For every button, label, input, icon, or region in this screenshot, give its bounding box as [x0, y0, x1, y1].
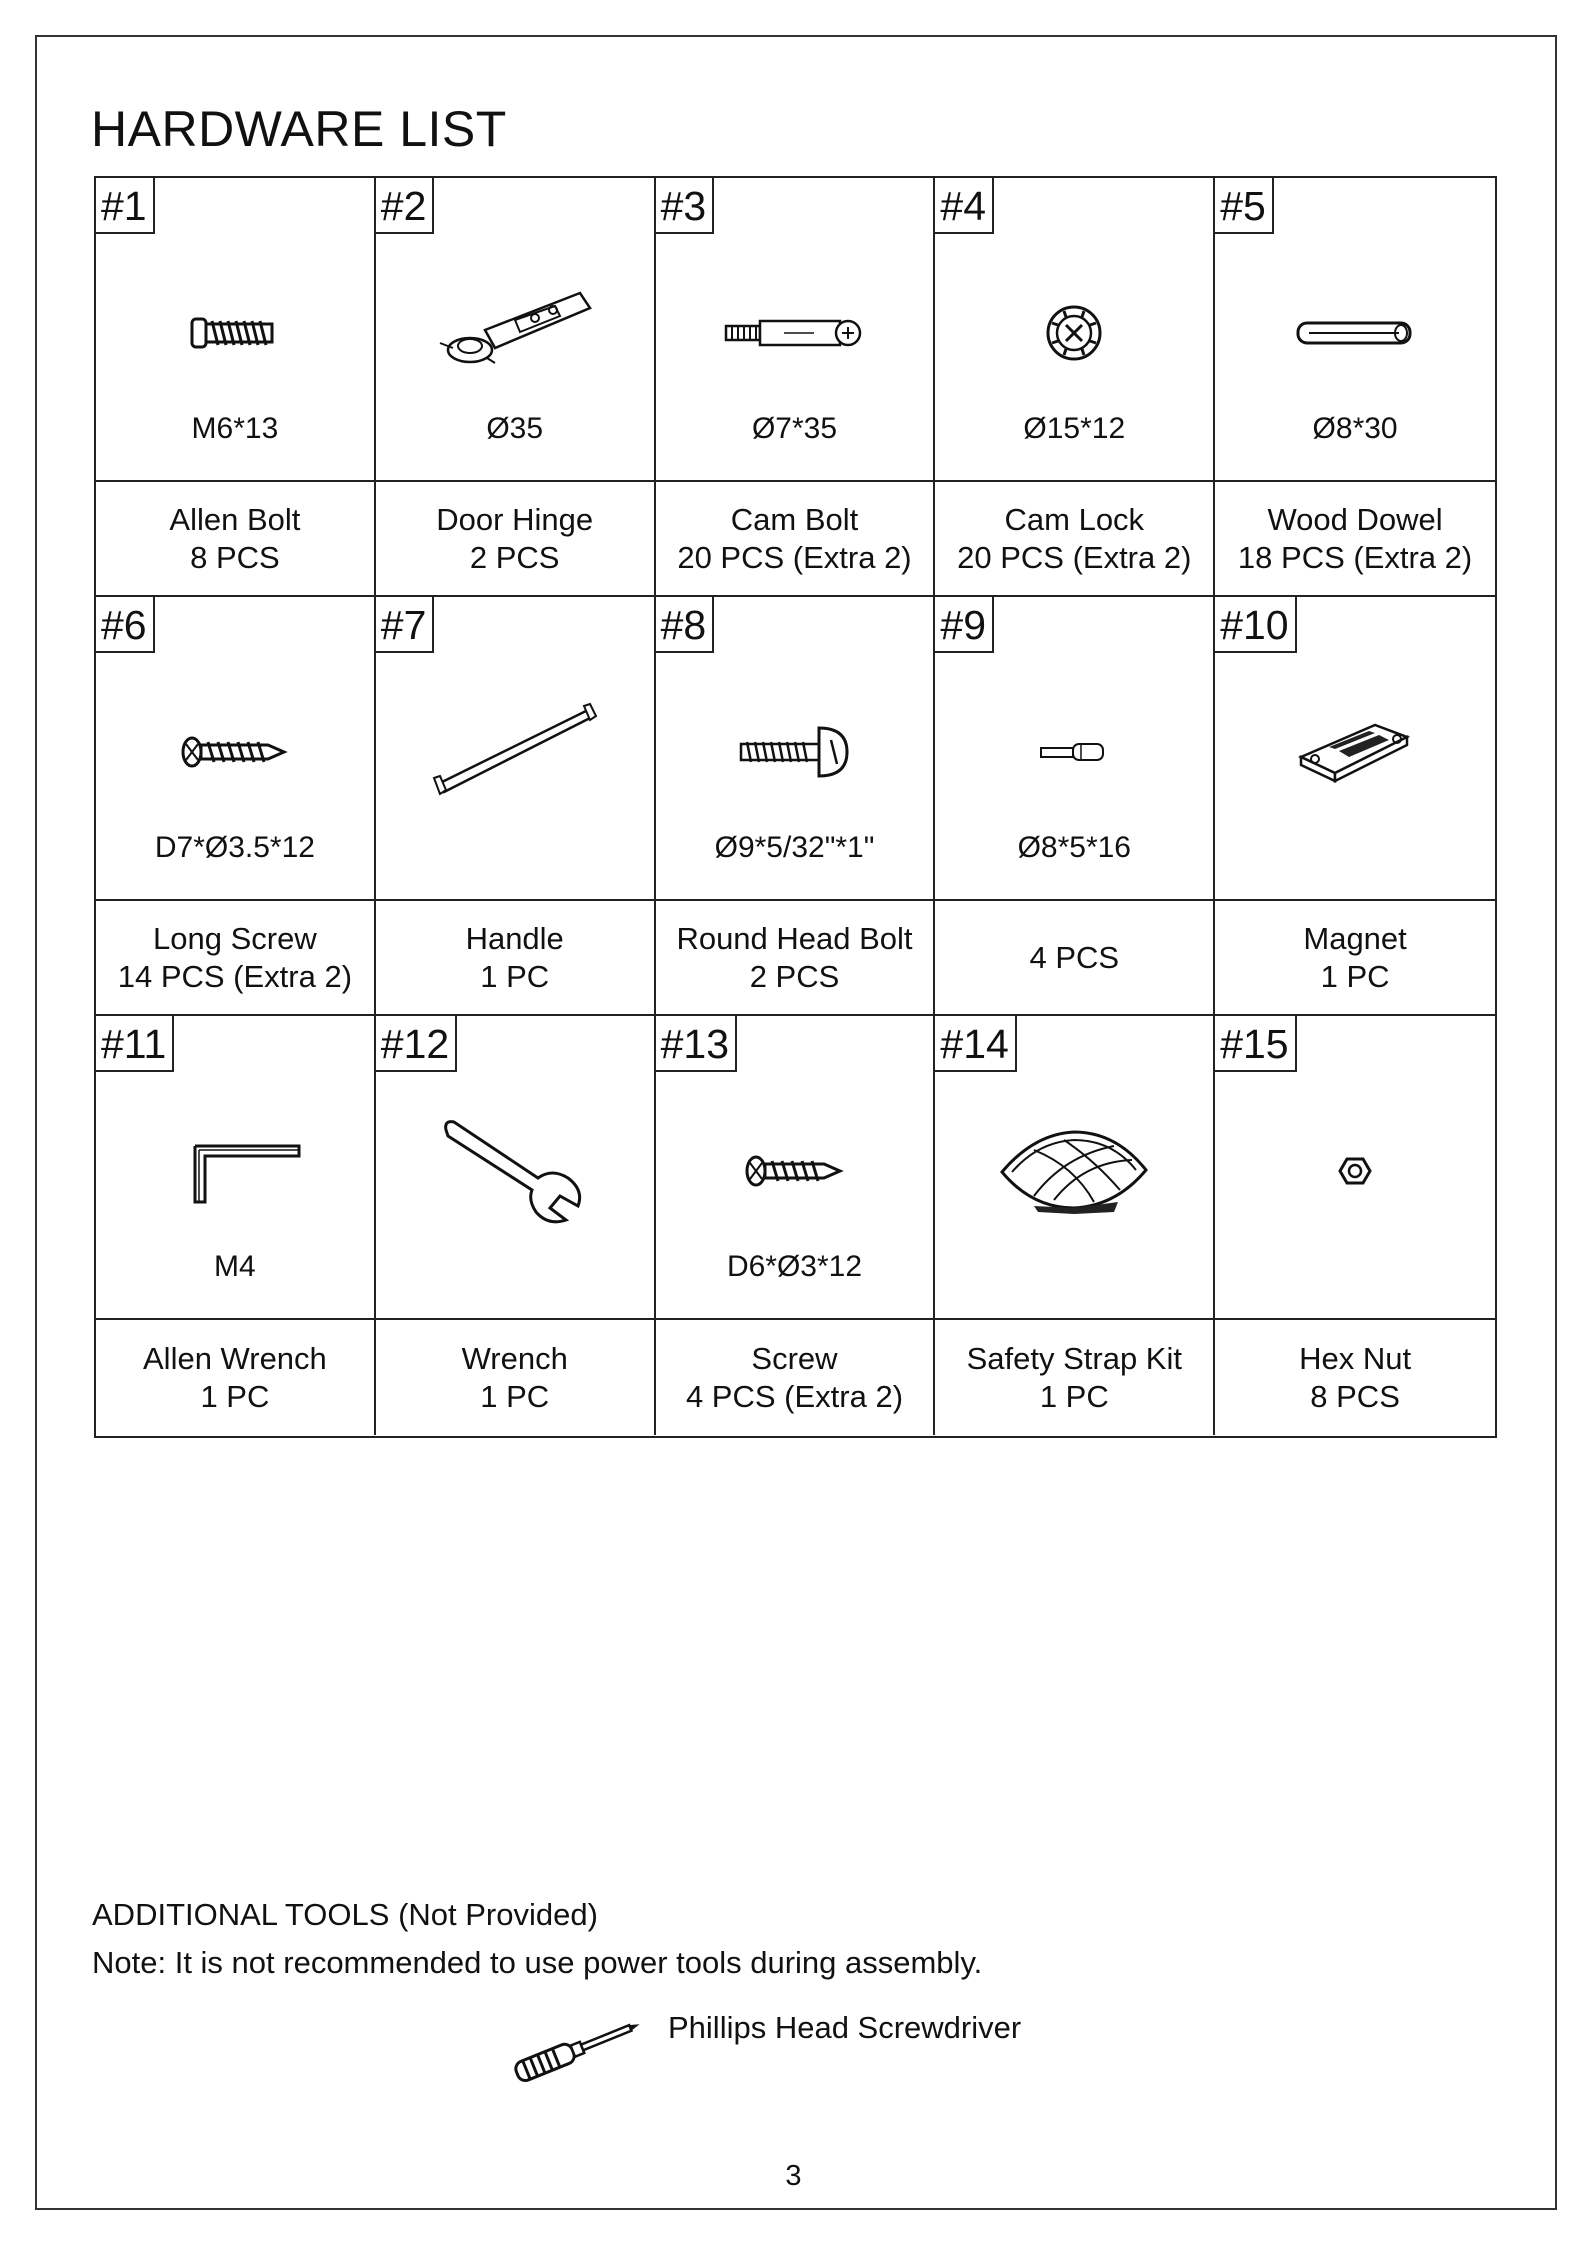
- part-name: Allen Bolt: [169, 501, 301, 537]
- part-number: #5: [1215, 178, 1274, 234]
- part-desc-2: [376, 482, 656, 597]
- part-spec: D6*Ø3*12: [726, 1250, 863, 1283]
- part-qty: 14 PCS (Extra 2): [117, 958, 353, 994]
- part-qty: 1 PC: [1320, 958, 1390, 994]
- part-cell-6: [96, 597, 376, 901]
- part-name: Allen Wrench: [143, 1340, 327, 1376]
- part-name: Magnet: [1303, 920, 1407, 956]
- part-cell-3: [656, 178, 936, 482]
- part-qty: 8 PCS: [1310, 1378, 1400, 1414]
- hardware-table: [94, 176, 1497, 1438]
- part-qty: 1 PC: [1039, 1378, 1109, 1414]
- part-number: #12: [376, 1016, 457, 1072]
- part-number: #4: [935, 178, 994, 234]
- part-name: Door Hinge: [436, 501, 594, 537]
- part-name: Safety Strap Kit: [966, 1340, 1182, 1376]
- part-number: #1: [96, 178, 155, 234]
- part-qty: 1 PC: [200, 1378, 270, 1414]
- part-cell-14: [935, 1016, 1215, 1320]
- part-spec: Ø35: [486, 412, 544, 445]
- part-qty: 8 PCS: [190, 539, 280, 575]
- screw-icon: [656, 1096, 934, 1246]
- part-qty: 4 PCS: [1029, 939, 1120, 975]
- magnet-icon: [1215, 677, 1495, 827]
- part-cell-10: [1215, 597, 1495, 901]
- part-number: #14: [935, 1016, 1016, 1072]
- part-cell-8: [656, 597, 936, 901]
- part-spec: M6*13: [191, 412, 279, 445]
- part-spec: Ø8*30: [1312, 412, 1398, 445]
- part-desc-13: [656, 1320, 936, 1435]
- part-name: Cam Bolt: [730, 501, 859, 537]
- cam-bolt-icon: [656, 258, 934, 408]
- part-cell-9: [935, 597, 1215, 901]
- part-spec: Ø15*12: [1023, 412, 1126, 445]
- part-desc-12: [376, 1320, 656, 1435]
- page-number: 3: [785, 2160, 802, 2192]
- part-name: Wood Dowel: [1267, 501, 1443, 537]
- page-title: HARDWARE LIST: [91, 101, 507, 157]
- part-qty: 18 PCS (Extra 2): [1237, 539, 1473, 575]
- part-name: Wrench: [461, 1340, 568, 1376]
- cam-lock-icon: [935, 258, 1213, 408]
- part-name: Round Head Bolt: [676, 920, 913, 956]
- part-number: #13: [656, 1016, 737, 1072]
- part-number: #8: [656, 597, 715, 653]
- part-desc-11: [96, 1320, 376, 1435]
- safety-strap-kit-icon: [935, 1096, 1213, 1246]
- part-qty: 2 PCS: [749, 958, 840, 994]
- part-qty: 2 PCS: [469, 539, 560, 575]
- part-desc-14: [935, 1320, 1215, 1435]
- part-desc-5: [1215, 482, 1495, 597]
- part-desc-4: [935, 482, 1215, 597]
- part-qty: 20 PCS (Extra 2): [677, 539, 912, 575]
- part-name: Hex Nut: [1299, 1340, 1412, 1376]
- part-spec: M4: [214, 1250, 256, 1283]
- part-desc-3: [656, 482, 936, 597]
- part-number: #7: [376, 597, 435, 653]
- part-qty: 1 PC: [480, 958, 550, 994]
- handle-icon: [376, 677, 654, 827]
- allen-wrench-icon: [96, 1096, 374, 1246]
- part-number: #10: [1215, 597, 1296, 653]
- hex-nut-icon: [1215, 1096, 1495, 1246]
- part-desc-1: [96, 482, 376, 597]
- part-desc-15: [1215, 1320, 1495, 1435]
- shelf-pin-icon: [935, 677, 1213, 827]
- part-spec: Ø7*35: [751, 412, 838, 445]
- part-number: #9: [935, 597, 994, 653]
- part-cell-2: [376, 178, 656, 482]
- part-desc-8: [656, 901, 936, 1016]
- part-cell-5: [1215, 178, 1495, 482]
- additional-tools-title: ADDITIONAL TOOLS (Not Provided): [92, 1897, 598, 1932]
- part-desc-6: [96, 901, 376, 1016]
- part-cell-7: [376, 597, 656, 901]
- part-desc-10: [1215, 901, 1495, 1016]
- part-number: #2: [376, 178, 435, 234]
- part-number: #6: [96, 597, 155, 653]
- part-cell-4: [935, 178, 1215, 482]
- part-cell-15: [1215, 1016, 1495, 1320]
- wood-dowel-icon: [1215, 258, 1495, 408]
- part-number: #3: [656, 178, 715, 234]
- wrench-icon: [376, 1096, 654, 1246]
- part-spec: D7*Ø3.5*12: [154, 831, 315, 864]
- round-head-bolt-icon: [656, 677, 934, 827]
- long-screw-icon: [96, 677, 374, 827]
- part-qty: 4 PCS (Extra 2): [685, 1378, 904, 1414]
- part-name: Cam Lock: [1004, 501, 1145, 537]
- part-qty: 20 PCS (Extra 2): [957, 539, 1192, 575]
- part-name: Long Screw: [153, 920, 317, 956]
- part-spec: Ø8*5*16: [1017, 831, 1131, 864]
- part-cell-12: [376, 1016, 656, 1320]
- part-name: Handle: [465, 920, 564, 956]
- part-number: #15: [1215, 1016, 1296, 1072]
- part-spec: Ø9*5/32"*1": [714, 831, 875, 864]
- allen-bolt-icon: [96, 258, 374, 408]
- part-cell-1: [96, 178, 376, 482]
- part-cell-11: [96, 1016, 376, 1320]
- part-qty: 1 PC: [480, 1378, 550, 1414]
- part-cell-13: [656, 1016, 936, 1320]
- part-desc-9: [935, 901, 1215, 1016]
- part-name: Screw: [751, 1340, 838, 1376]
- tools-note: Note: It is not recommended to use power tools during assembly.: [92, 1945, 983, 1980]
- part-desc-7: [376, 901, 656, 1016]
- door-hinge-icon: [376, 258, 654, 408]
- part-number: #11: [96, 1016, 174, 1072]
- screwdriver-label: Phillips Head Screwdriver: [668, 2010, 1022, 2045]
